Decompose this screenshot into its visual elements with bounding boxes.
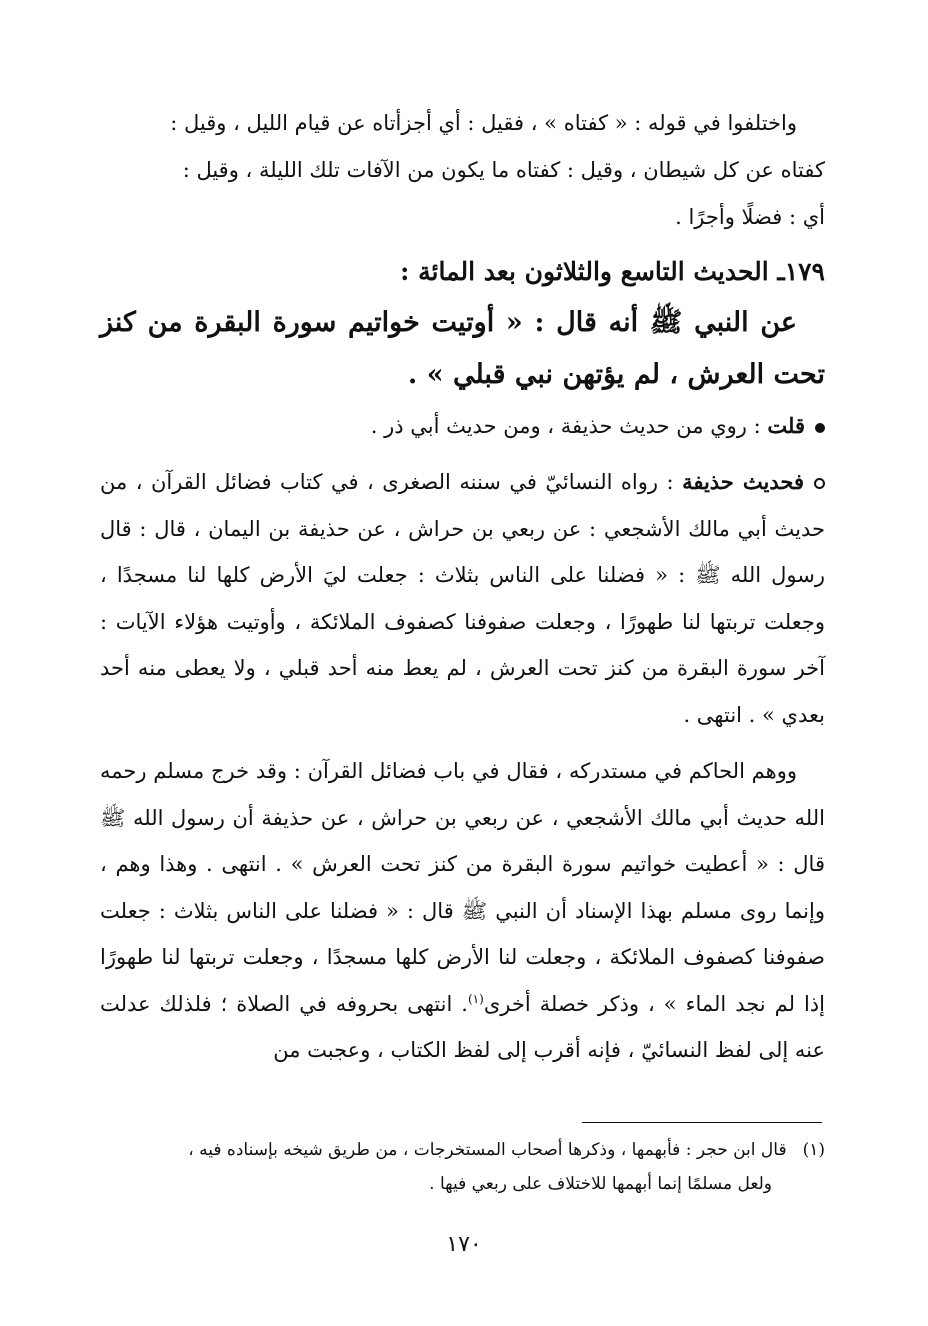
page-number: ١٧٠ — [446, 1232, 482, 1257]
footnote-number: (١) — [802, 1140, 825, 1160]
intro-line: كفتاه عن كل شيطان ، وقيل : كفتاه ما يكون من الآفات تلك الليلة ، وقيل : — [182, 158, 825, 182]
page-body — [100, 100, 825, 1074]
intro-line: واختلفوا في قوله : « كفتاه » ، فقيل : أي أجزأتاه عن قيام الليل ، وقيل : — [170, 111, 797, 135]
intro-line: أي : فضلًا وأجرًا . — [675, 205, 825, 229]
filled-bullet-icon — [815, 423, 825, 433]
qult-label: قلت — [767, 413, 805, 438]
footnote-line — [125, 1133, 825, 1167]
footnote-text: قال ابن حجر : فأبهمها ، وذكرها أصحاب المستخرجات ، من طريق شيخه بإسناده فيه ، — [188, 1140, 787, 1160]
hakim-text: ووهم الحاكم في مستدركه ، فقال في باب فضائل القرآن : وقد خرج مسلم رحمه الله حديث أبي مالك الأشجعي ، عن ربعي بن حراش ، عن حذيفة أن رسول الله ﷺ قال : « أعطيت خواتيم سورة البقرة من كنز تحت العرش » . انتهى . وهذا وهم ، وإنما روى مسلم بهذا الإسناد أن النبي ﷺ قال : « فضلنا على الناس بثلاث : جعلت صفوفنا كصفوف الملائكة ، وجعلت لنا الأرض كلها مسجدًا ، وجعلت تربتها لنا طهورًا إذا لم نجد الماء » ، وذكر خصلة أخرى — [100, 759, 825, 1016]
hudhayfa-label: فحديث حذيفة — [682, 469, 804, 494]
hudhayfa-text: : رواه النسائيّ في سننه الصغرى ، في كتاب فضائل القرآن ، من حديث أبي مالك الأشجعي : عن ربعي بن حراش ، عن حذيفة بن اليمان ، قال : قال رسول الله ﷺ : « فضلنا على الناس بثلاث : جعلت ليَ الأرض كلها لنا مسجدًا ، وجعلت تربتها لنا طهورًا ، وجعلت صفوفنا كصفوف الملائكة ، وأوتيت هؤلاء الآيات : آخر سورة البقرة من كنز تحت العرش ، لم يعط منه أحد قبلي ، ولا يعطى منه أحد بعدي » . انتهى . — [100, 470, 826, 727]
qult-text: : روي من حديث حذيفة ، ومن حديث أبي ذر . — [370, 414, 761, 438]
hadith-heading: ١٧٩ـ الحديث التاسع والثلاثون بعد المائة : — [400, 257, 825, 286]
hakim-paragraph — [100, 748, 825, 1074]
hadith-text: عن النبي ﷺ أنه قال : « أوتيت خواتيم سورة البقرة من كنز تحت العرش ، لم يؤتهن نبي قبلي » . — [100, 307, 825, 390]
footnote — [125, 1133, 825, 1201]
footnote-divider — [582, 1122, 822, 1123]
hakim-text-continued: . انتهى بحروفه في الصلاة ؛ فلذلك عدلت عنه إلى لفظ النسائيّ ، فإنه أقرب إلى لفظ الكتاب ، وعجبت من — [100, 991, 825, 1062]
hudhayfa-paragraph — [100, 459, 825, 738]
hollow-bullet-icon — [814, 478, 825, 489]
qult-line — [100, 403, 825, 449]
footnote-line: ولعل مسلمًا إنما أبهمها للاختلاف على ربعي فيها . — [429, 1174, 772, 1194]
footnote-marker[interactable]: (١) — [467, 991, 484, 1006]
intro-paragraph — [100, 100, 825, 241]
